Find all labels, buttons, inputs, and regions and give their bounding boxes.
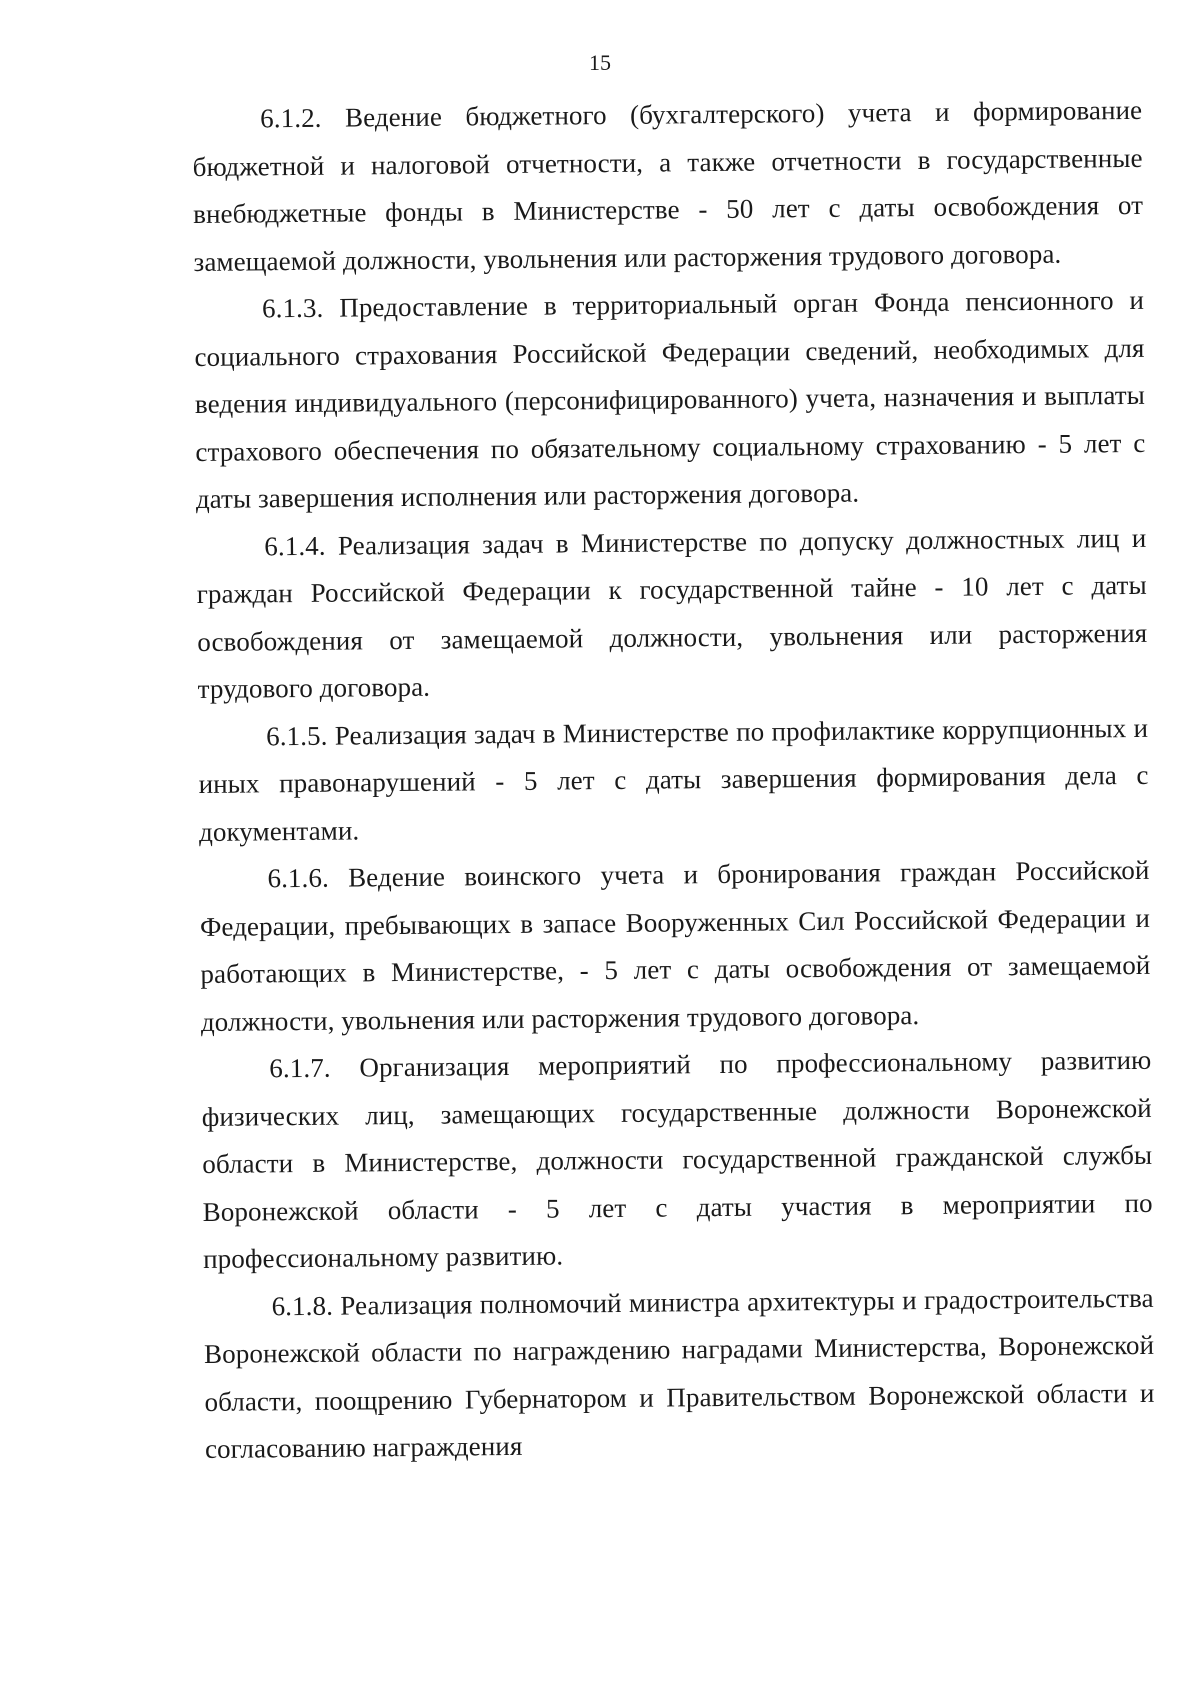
- page-number: 15: [589, 50, 611, 75]
- paragraph-6-1-5: 6.1.5. Реализация задач в Министерстве по профилактике коррупционных и иных правонарушений - 5 лет с даты завершения формирования дела с документами.: [198, 712, 1149, 847]
- paragraph-6-1-6: 6.1.6. Ведение воинского учета и бронирования граждан Российской Федерации, пребывающих в запасе Вооруженных Сил Российской Федерации и работающих в Министерстве, - 5 лет с даты освобождения от замещаемой должности, увольнения или расторжения трудового договора.: [199, 854, 1151, 1037]
- paragraph-6-1-7: 6.1.7. Организация мероприятий по профессиональному развитию физических лиц, замещающих государственные должности Воронежской области в Министерстве, должности государственной гражданской службы Воронежской области - 5 лет с даты участия в мероприятии по профессиональному развитию.: [201, 1044, 1153, 1274]
- paragraph-6-1-8: 6.1.8. Реализация полномочий министра архитектуры и градостроительства Воронежской области по награждению наградами Министерства, Воронежской области, поощрению Губернатором и Правительством Воронежской области и согласованию награждения: [203, 1282, 1155, 1464]
- paragraph-6-1-4: 6.1.4. Реализация задач в Министерстве по допуску должностных лиц и граждан Российской Федерации к государственной тайне - 10 лет с даты освобождения от замещаемой должности, увольнения или расторжения трудового договора.: [196, 522, 1148, 704]
- paragraph-6-1-2: 6.1.2. Ведение бюджетного (бухгалтерского) учета и формирование бюджетной и налоговой отчетности, а также отчетности в государственные внебюджетные фонды в Министерстве - 50 лет с даты освобождения от замещаемой должности, увольнения или расторжения трудового договора.: [192, 94, 1144, 277]
- document-body: [192, 87, 1155, 1474]
- paragraph-6-1-3: 6.1.3. Предоставление в территориальный орган Фонда пенсионного и социального страхования Российской Федерации сведений, необходимых для ведения индивидуального (персонифицированного) учета, назначения и выплаты страхового обеспечения по обязательному социальному страхованию - 5 лет с даты завершения исполнения или расторжения договора.: [194, 284, 1146, 514]
